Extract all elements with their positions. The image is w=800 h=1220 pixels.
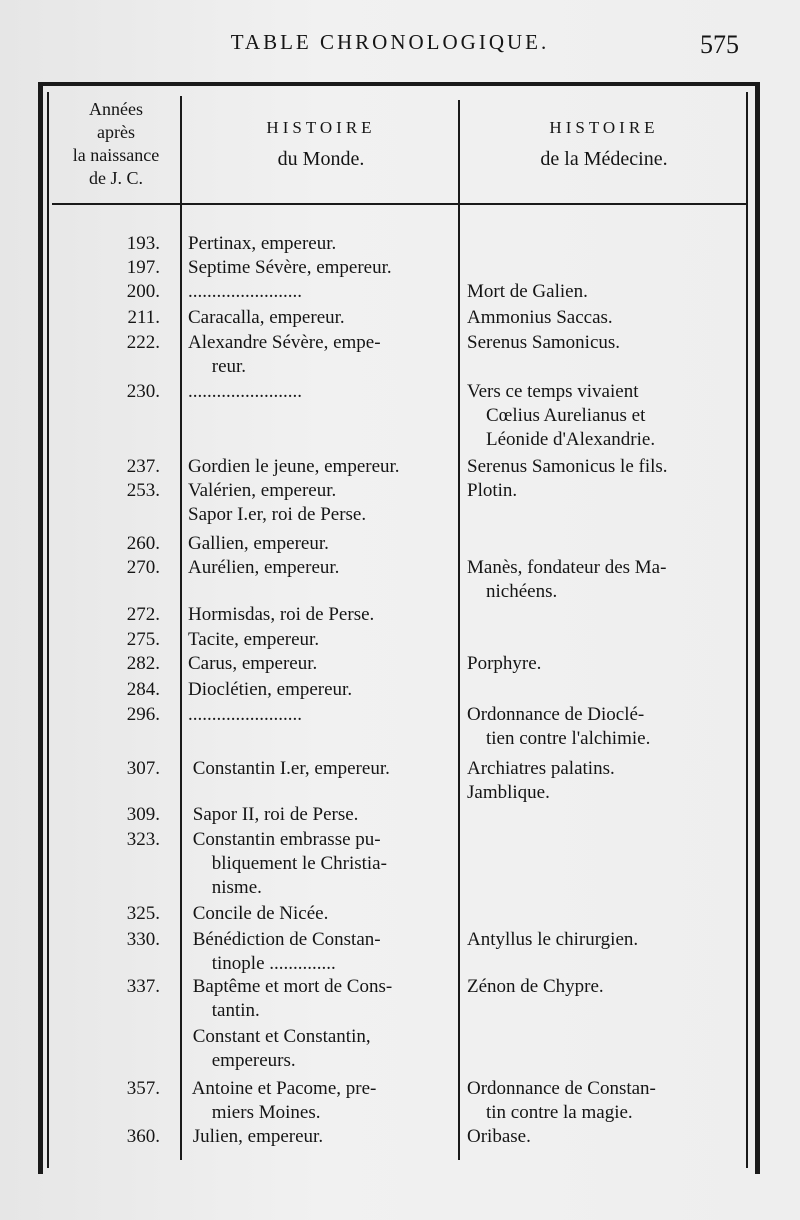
medicine-event-line: Archiatres palatins.: [467, 758, 615, 779]
row-world-event: [188, 455, 456, 479]
world-event-line: nisme.: [188, 877, 262, 898]
row-medicine-event: [467, 380, 743, 452]
world-event-line: Gallien, empereur.: [188, 533, 329, 554]
medicine-event-line: nichéens.: [467, 581, 558, 602]
row-year: 260.: [126, 533, 160, 554]
world-event-line: ........................: [188, 281, 302, 302]
world-event-line: Alexandre Sévère, empe-: [188, 332, 381, 353]
world-event-line: Constant et Constantin,: [188, 1026, 371, 1047]
world-history-header: [184, 118, 458, 171]
world-event-line: Aurélien, empereur.: [188, 557, 340, 578]
world-event-line: Septime Sévère, empereur.: [188, 257, 392, 278]
row-world-event: [188, 628, 456, 652]
medicine-header-subtitle: de la Médecine.: [540, 148, 668, 170]
world-event-line: empereurs.: [188, 1050, 296, 1071]
medicine-event-line: Serenus Samonicus.: [467, 332, 621, 353]
world-event-line: Caracalla, empereur.: [188, 307, 345, 328]
medicine-event-line: Mort de Galien.: [467, 281, 588, 302]
world-event-line: Sapor I.er, roi de Perse.: [188, 504, 367, 525]
world-event-line: Carus, empereur.: [188, 653, 318, 674]
medicine-event-line: Ammonius Saccas.: [467, 307, 613, 328]
row-medicine-event: [467, 1077, 743, 1125]
medicine-event-line: Oribase.: [467, 1126, 531, 1147]
world-event-line: miers Moines.: [188, 1102, 321, 1123]
world-event-line: Baptême et mort de Cons-: [188, 976, 393, 997]
years-header-line: la naissance: [72, 145, 160, 165]
frame-inner-right-rule: [746, 92, 748, 1168]
years-header-line: de J. C.: [89, 168, 143, 188]
row-world-event: [188, 902, 456, 926]
world-event-line: Pertinax, empereur.: [188, 233, 337, 254]
medicine-event-line: Plotin.: [467, 480, 518, 501]
row-world-event: [188, 1077, 456, 1125]
row-medicine-event: [467, 652, 743, 676]
row-year: 284.: [126, 679, 160, 700]
row-medicine-event: [467, 703, 743, 751]
world-event-line: Antoine et Pacome, pre-: [188, 1078, 377, 1099]
row-world-event: [188, 1025, 456, 1073]
medicine-event-line: Jamblique.: [467, 782, 550, 803]
world-event-line: Hormisdas, roi de Perse.: [188, 604, 375, 625]
row-year: 270.: [126, 557, 160, 578]
world-event-line: Bénédiction de Constan-: [188, 929, 381, 950]
row-year: 330.: [126, 929, 160, 950]
row-year: 360.: [126, 1126, 160, 1147]
row-world-event: [188, 256, 456, 280]
row-year: 307.: [126, 758, 160, 779]
row-medicine-event: [467, 280, 743, 304]
row-year: 200.: [126, 281, 160, 302]
row-world-event: [188, 975, 456, 1023]
medicine-event-line: Porphyre.: [467, 653, 542, 674]
medicine-event-line: tin contre la magie.: [467, 1102, 633, 1123]
row-medicine-event: [467, 556, 743, 604]
years-column-header: [52, 98, 180, 190]
world-event-line: Gordien le jeune, empereur.: [188, 456, 400, 477]
row-world-event: [188, 803, 456, 827]
world-header-subtitle: du Monde.: [277, 148, 365, 170]
row-medicine-event: [467, 455, 743, 479]
row-year: 197.: [126, 257, 160, 278]
row-year: 211.: [127, 307, 160, 328]
world-event-line: Julien, empereur.: [188, 1126, 324, 1147]
row-world-event: [188, 703, 456, 727]
years-header-line: Années: [89, 99, 143, 119]
row-medicine-event: [467, 1125, 743, 1149]
row-world-event: [188, 232, 456, 256]
row-year: 272.: [126, 604, 160, 625]
world-event-line: Concile de Nicée.: [188, 903, 329, 924]
medicine-event-line: tien contre l'alchimie.: [467, 728, 651, 749]
world-event-line: ........................: [188, 381, 302, 402]
row-world-event: [188, 532, 456, 556]
world-event-line: Constantin I.er, empereur.: [188, 758, 390, 779]
row-year: 237.: [126, 456, 160, 477]
world-event-line: ........................: [188, 704, 302, 725]
row-world-event: [188, 331, 456, 379]
medicine-event-line: Vers ce temps vivaient: [467, 381, 639, 402]
row-year: 253.: [126, 480, 160, 501]
row-medicine-event: [467, 757, 743, 805]
world-event-line: bliquement le Christia-: [188, 853, 387, 874]
world-event-line: Dioclétien, empereur.: [188, 679, 353, 700]
medicine-event-line: Zénon de Chypre.: [467, 976, 604, 997]
row-year: 222.: [126, 332, 160, 353]
world-event-line: Tacite, empereur.: [188, 629, 320, 650]
row-world-event: [188, 479, 456, 527]
row-world-event: [188, 280, 456, 304]
world-event-line: Valérien, empereur.: [188, 480, 337, 501]
medicine-event-line: Antyllus le chirurgien.: [467, 929, 639, 950]
world-event-line: reur.: [188, 356, 247, 377]
world-header-title: HISTOIRE: [266, 118, 376, 137]
row-world-event: [188, 306, 456, 330]
row-world-event: [188, 652, 456, 676]
column-divider-world: [458, 100, 460, 1160]
row-world-event: [188, 380, 456, 404]
world-event-line: Sapor II, roi de Perse.: [188, 804, 359, 825]
medicine-event-line: Ordonnance de Dioclé-: [467, 704, 645, 725]
medicine-event-line: Manès, fondateur des Ma-: [467, 557, 667, 578]
row-year: 275.: [126, 629, 160, 650]
world-event-line: tinople ..............: [188, 953, 336, 974]
row-year: 296.: [126, 704, 160, 725]
row-world-event: [188, 928, 456, 976]
column-divider-years: [180, 96, 182, 1160]
row-year: 282.: [126, 653, 160, 674]
medicine-event-line: Cœlius Aurelianus et: [467, 405, 646, 426]
medicine-history-header: [462, 118, 746, 171]
row-medicine-event: [467, 928, 743, 952]
row-year: 230.: [126, 381, 160, 402]
row-world-event: [188, 678, 456, 702]
row-medicine-event: [467, 479, 743, 503]
row-year: 309.: [126, 804, 160, 825]
row-world-event: [188, 603, 456, 627]
row-medicine-event: [467, 306, 743, 330]
row-year: 323.: [126, 829, 160, 850]
row-year: 357.: [126, 1078, 160, 1099]
medicine-event-line: Serenus Samonicus le fils.: [467, 456, 668, 477]
page-number: 575: [700, 30, 739, 59]
row-medicine-event: [467, 975, 743, 999]
medicine-header-title: HISTOIRE: [549, 118, 659, 137]
medicine-event-line: Léonide d'Alexandrie.: [467, 429, 656, 450]
world-event-line: Constantin embrasse pu-: [188, 829, 381, 850]
row-world-event: [188, 757, 456, 781]
medicine-event-line: Ordonnance de Constan-: [467, 1078, 656, 1099]
running-title: TABLE CHRONOLOGIQUE.: [230, 30, 550, 54]
row-world-event: [188, 1125, 456, 1149]
row-year: 325.: [126, 903, 160, 924]
row-medicine-event: [467, 331, 743, 355]
years-header-line: après: [97, 122, 135, 142]
row-year: 193.: [126, 233, 160, 254]
header-rule: [52, 203, 746, 205]
frame-inner-left-rule: [47, 92, 49, 1168]
world-event-line: tantin.: [188, 1000, 260, 1021]
row-world-event: [188, 556, 456, 580]
row-year: 337.: [126, 976, 160, 997]
row-world-event: [188, 828, 456, 900]
